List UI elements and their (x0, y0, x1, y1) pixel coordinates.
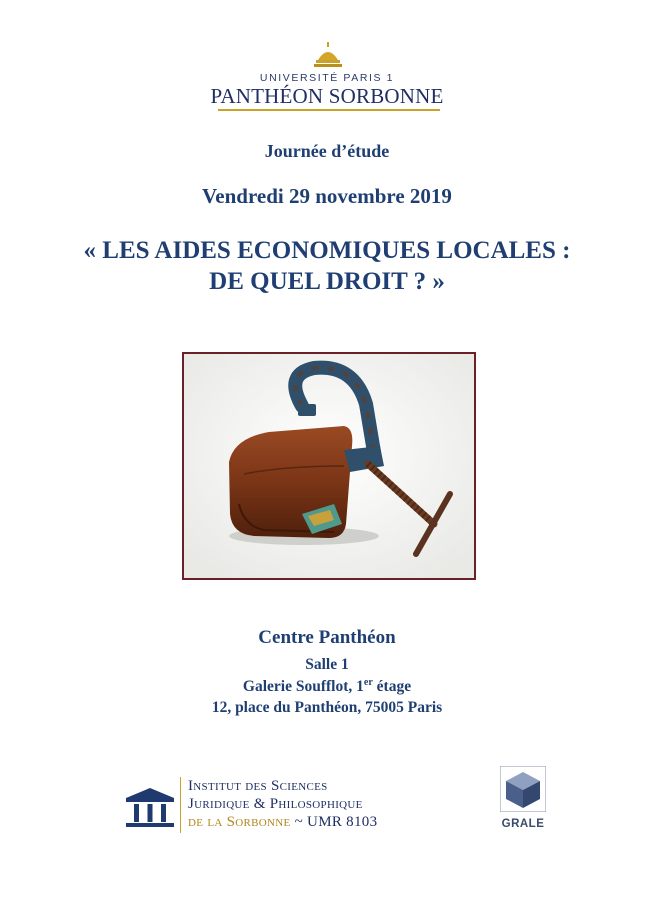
isjps-line3 (188, 813, 428, 831)
event-date: Vendredi 29 novembre 2019 (202, 184, 452, 208)
cube-icon (500, 766, 546, 812)
university-line1: UNIVERSITÉ PARIS 1 (259, 72, 395, 84)
grale-label: GRALE (501, 818, 545, 830)
university-name: PANTHÉON SORBONNE (210, 84, 444, 108)
event-type: Journée d’étude (264, 141, 390, 161)
venue-gallery (0, 678, 654, 696)
venue-gallery-floor: étage (372, 678, 412, 695)
isjps-logo-text (188, 777, 428, 831)
venue-gallery-sup: er (363, 676, 373, 688)
venue-gallery-text: Galerie Soufflot, 1 (242, 678, 364, 695)
event-title-line1: « LES AIDES ECONOMIQUES LOCALES : (83, 237, 571, 264)
event-photo (182, 352, 476, 580)
venue-address: 12, place du Panthéon, 75005 Paris (211, 699, 443, 716)
isjps-line3-name: de la Sorbonne (188, 814, 291, 830)
isjps-umr: ~ UMR 8103 (290, 814, 378, 830)
event-title-line2: DE QUEL DROIT ? » (209, 268, 445, 296)
isjps-line2: Juridique & Philosophique (188, 796, 363, 812)
isjps-divider (180, 777, 181, 833)
wallet-in-clamp-photo (184, 354, 474, 578)
venue-name: Centre Panthéon (258, 627, 396, 648)
logo-divider (218, 109, 440, 111)
isjps-line1: Institut des Sciences (188, 778, 328, 794)
columns-icon (124, 786, 176, 828)
event-title (0, 235, 654, 298)
venue-room: Salle 1 (305, 656, 349, 673)
dome-icon (312, 42, 344, 70)
